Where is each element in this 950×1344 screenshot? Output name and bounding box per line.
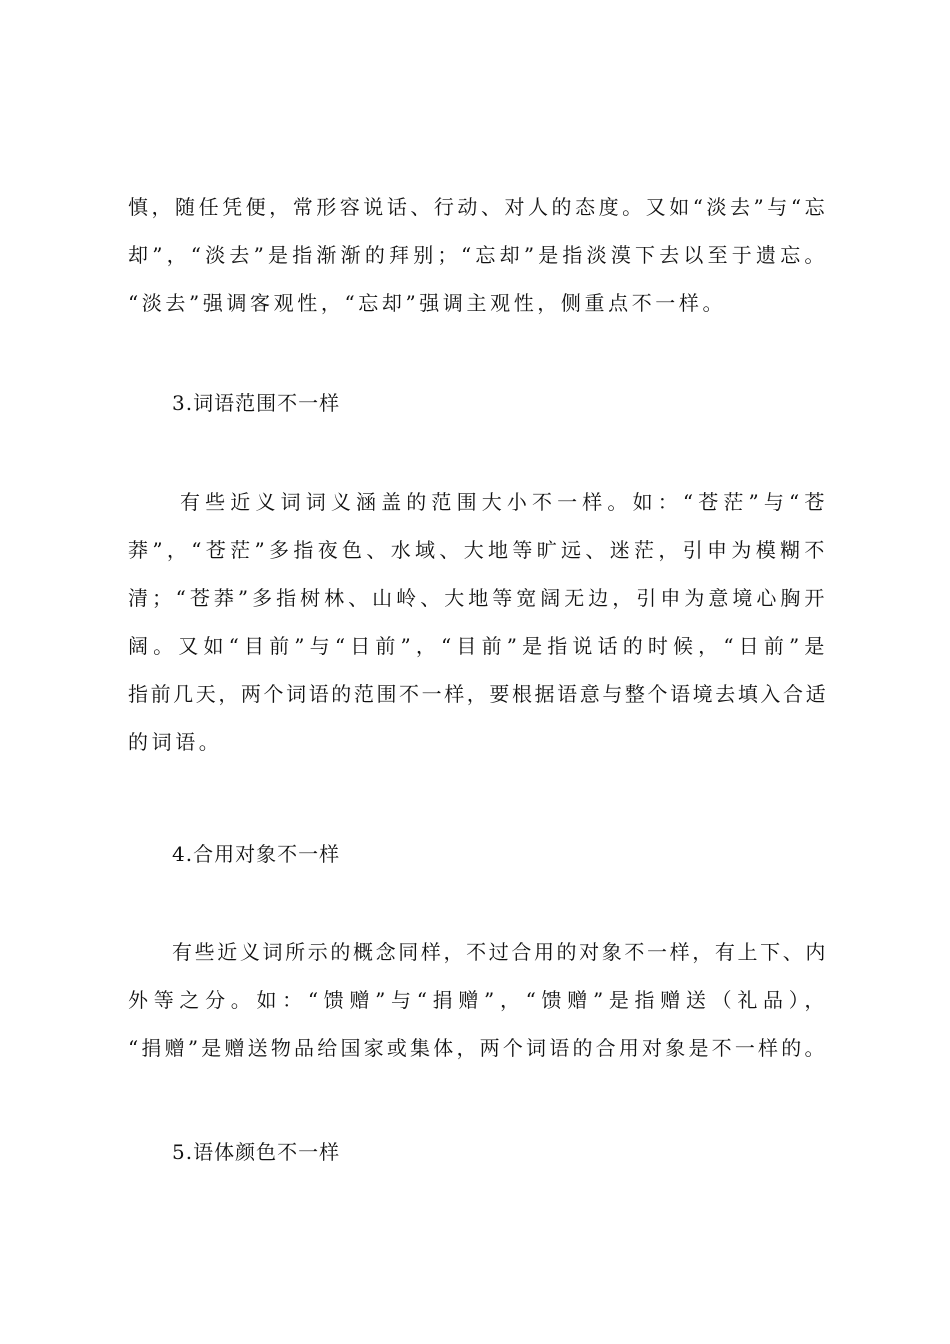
paragraph-line: 有些近义词词义涵盖的范围大小不一样。如：“苍茫”与“苍	[180, 490, 828, 514]
paragraph-line: 清；“苍莽”多指树林、山岭、大地等宽阔无边，引申为意境心胸开	[128, 586, 828, 610]
paragraph-line: 指前几天，两个词语的范围不一样，要根据语意与整个语境去填入合适	[128, 682, 828, 706]
paragraph-line: 有些近义词所示的概念同样，不过合用的对象不一样，有上下、内	[172, 940, 828, 964]
paragraph-line: “淡去”强调客观性，“忘却”强调主观性，侧重点不一样。	[128, 291, 727, 315]
paragraph-line: 慎，随任凭便，常形容说话、行动、对人的态度。又如“淡去”与“忘	[128, 195, 828, 219]
paragraph-line: “捐赠”是赠送物品给国家或集体，两个词语的合用对象是不一样的。	[128, 1036, 828, 1060]
paragraph-line: 的词语。	[128, 730, 223, 754]
paragraph-line: 莽”，“苍茫”多指夜色、水域、大地等旷远、迷茫，引申为模糊不	[128, 538, 828, 562]
section-heading-5: 5.语体颜色不一样	[172, 1140, 341, 1164]
paragraph-1	[128, 183, 828, 327]
section-heading-3: 3.词语范围不一样	[172, 391, 341, 415]
paragraph-line: 外等之分。如：“馈赠”与“捐赠”，“馈赠”是指赠送（礼品），	[128, 988, 828, 1012]
paragraph-line: 阔。又如“目前”与“日前”，“目前”是指说话的时候，“日前”是	[128, 634, 828, 658]
section-heading-4: 4.合用对象不一样	[172, 842, 341, 866]
paragraph-line: 却”，“淡去”是指渐渐的拜别；“忘却”是指淡漠下去以至于遗忘。	[128, 243, 828, 267]
paragraph-3	[128, 928, 828, 1072]
paragraph-2	[128, 478, 828, 766]
